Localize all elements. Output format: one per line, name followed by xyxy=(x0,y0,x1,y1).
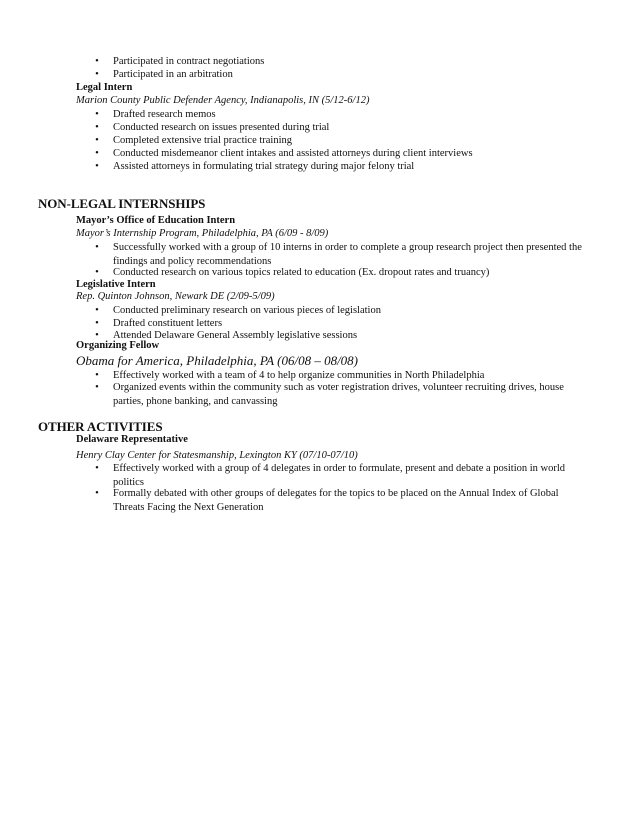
bullet-icon: • xyxy=(95,242,99,253)
section-heading: OTHER ACTIVITIES xyxy=(38,419,163,434)
bullet-icon: • xyxy=(95,318,99,329)
entry-organization: Rep. Quinton Johnson, Newark DE (2/09-5/09) xyxy=(76,291,275,302)
bullet-icon: • xyxy=(95,267,99,278)
bullet-icon: • xyxy=(95,382,99,393)
bullet-icon: • xyxy=(95,109,99,120)
bullet-icon: • xyxy=(95,148,99,159)
entry-organization: Henry Clay Center for Statesmanship, Lexington KY (07/10-07/10) xyxy=(76,450,358,461)
resume-page: • Participated in contract negotiations • Participated in an arbitration Legal Intern Marion County Public Defender Agency, Indianapolis, IN (5/12-6/12) • Drafted research memos • Conducted research on issues presented during trial • Completed extensive trial practice training • Conducted misdemeanor client intakes and assisted attorneys during client interviews • Assisted attorneys in formulating trial strategy during major felony trial NON-LEGAL INTERNSHIPS Mayor’s Office of Education Intern Mayor’s Internship Program, Philadelphia, PA (6/09 - 8/09) • Successfully worked with a group of 10 interns in order to complete a group research project then presented the findings and policy recommendations • Conducted research on various topics related to education (Ex. dropout rates and truancy) Legislative Intern Rep. Quinton Johnson, Newark DE (2/09-5/09) • Conducted preliminary research on various pieces of legislation • Drafted constituent letters • Attended Delaware General Assembly legislative sessions Organizing Fellow Obama for America, Philadelphia, PA (06/08 – 08/08) • Effectively worked with a team of 4 to help organize communities in North Philadelphia • Organized events within the community such as voter registration drives, volunteer recruiting drives, house parties, phone banking, and canvassing OTHER ACTIVITIES Delaware Representative Henry Clay Center for Statesmanship, Lexington KY (07/10-07/10) • Effectively worked with a group of 4 delegates in order to formulate, present and debate a position in world politics • Formally debated with other groups of delegates for the topics to be placed on the Annual Index of Global Threats Facing the Next Generation xyxy=(38,56,582,513)
bullet-icon: • xyxy=(95,56,99,67)
bullet-icon: • xyxy=(95,69,99,80)
bullet-icon: • xyxy=(95,488,99,499)
entry-title: Legislative Intern xyxy=(76,279,156,290)
bullet-icon: • xyxy=(95,370,99,381)
entry-title: Delaware Representative xyxy=(76,434,188,445)
bullet-icon: • xyxy=(95,122,99,133)
bullet-icon: • xyxy=(95,305,99,316)
entry-organization: Marion County Public Defender Agency, Indianapolis, IN (5/12-6/12) xyxy=(76,95,370,106)
entry-organization: Mayor’s Internship Program, Philadelphia, PA (6/09 - 8/09) xyxy=(76,228,329,239)
bullet-icon: • xyxy=(95,161,99,172)
entry-title: Legal Intern xyxy=(76,82,133,93)
entry-title: Mayor’s Office of Education Intern xyxy=(76,215,236,226)
entry-title: Organizing Fellow xyxy=(76,340,160,351)
bullet-icon: • xyxy=(95,463,99,474)
entry-organization: Obama for America, Philadelphia, PA (06/08 – 08/08) xyxy=(76,353,359,368)
bullet-icon: • xyxy=(95,330,99,341)
section-heading: NON-LEGAL INTERNSHIPS xyxy=(38,196,206,211)
bullet-icon: • xyxy=(95,135,99,146)
